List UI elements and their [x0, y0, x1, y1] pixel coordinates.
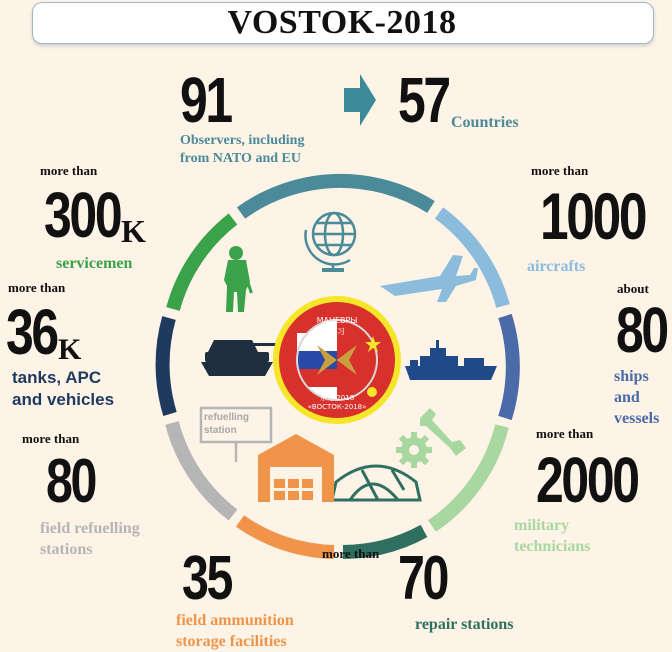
- ships-value: 80: [616, 294, 667, 366]
- ring-segment-ammunition: [240, 521, 334, 552]
- airplane-icon: [380, 255, 478, 302]
- countries-label: Countries: [451, 114, 519, 131]
- repair-value: 70: [398, 544, 448, 613]
- refuelling-qualifier: more than: [22, 431, 80, 446]
- emblem-chinese-bottom: 东方-2018: [319, 394, 355, 402]
- globe-icon: [305, 213, 355, 270]
- servicemen-qualifier: more than: [40, 163, 98, 178]
- emblem-top-text: МАНЕВРЫ: [316, 316, 358, 325]
- refuelling-sign-line2: station: [204, 425, 237, 436]
- technicians-label: [514, 515, 590, 557]
- observers-label-line2: from NATO and EU: [180, 151, 301, 166]
- technicians-value: 2000: [536, 444, 638, 516]
- tanks-qualifier: more than: [8, 280, 66, 295]
- refuelling-label: [40, 518, 140, 560]
- tanks-label-line1: tanks, APC: [12, 368, 102, 387]
- refuelling-value: 80: [46, 447, 96, 516]
- aircrafts-qualifier: more than: [531, 163, 589, 178]
- ships-label-line1: ships and: [614, 368, 649, 406]
- emblem-chinese-top: 演习: [329, 327, 345, 336]
- technicians-label-line2: technicians: [514, 538, 591, 555]
- page-title: VOSTOK-2018: [227, 4, 457, 41]
- ships-label: [614, 366, 672, 429]
- tanks-suffix: K: [58, 333, 82, 366]
- ring-segment-tanks: [163, 318, 170, 414]
- repair-qualifier: more than: [322, 546, 380, 561]
- tanks-value: 36: [6, 296, 57, 368]
- emblem-bottom-text: «ВОСТОК-2018»: [307, 403, 367, 411]
- wrench-gear-icon: [396, 408, 466, 468]
- ring-segment-ships: [505, 316, 513, 418]
- ships-qualifier: about: [617, 281, 649, 296]
- ring-segment-servicemen: [173, 219, 233, 309]
- ammunition-label-line2: storage facilities: [176, 633, 287, 650]
- technicians-qualifier: more than: [536, 426, 594, 441]
- aircrafts-value: 1000: [540, 179, 646, 253]
- aircrafts-label: aircrafts: [527, 258, 586, 275]
- hangar-icon: [332, 466, 420, 500]
- servicemen-value: 300: [44, 179, 121, 251]
- servicemen-label: servicemen: [56, 255, 133, 272]
- observers-label-line1: Observers, including: [180, 133, 305, 148]
- warehouse-icon: [258, 434, 334, 502]
- tanks-label: [12, 367, 114, 411]
- ammunition-label: [176, 610, 294, 652]
- countries-value: 57: [398, 64, 449, 136]
- refuelling-label-line2: stations: [40, 541, 93, 558]
- tank-icon: [201, 340, 276, 376]
- refuelling-label-line1: field refuelling: [40, 520, 140, 537]
- ship-icon: [405, 340, 497, 380]
- repair-label: repair stations: [415, 616, 514, 633]
- servicemen-suffix: K: [121, 213, 146, 249]
- arrow-right-icon: [344, 74, 376, 126]
- refuelling-sign-line1: refuelling: [204, 412, 250, 423]
- ammunition-value: 35: [182, 544, 232, 613]
- tanks-label-line2: and vehicles: [12, 390, 115, 409]
- technicians-label-line1: military: [514, 517, 570, 534]
- ring-segment-observers: [241, 181, 431, 213]
- ammunition-label-line1: field ammunition: [176, 612, 294, 629]
- soldier-icon: [224, 246, 253, 312]
- emblem: [273, 296, 401, 424]
- observers-value: 91: [180, 64, 231, 136]
- observers-label: [180, 132, 304, 168]
- refuelling-sign-text: [204, 411, 268, 437]
- ships-label-line2: vessels: [614, 410, 660, 427]
